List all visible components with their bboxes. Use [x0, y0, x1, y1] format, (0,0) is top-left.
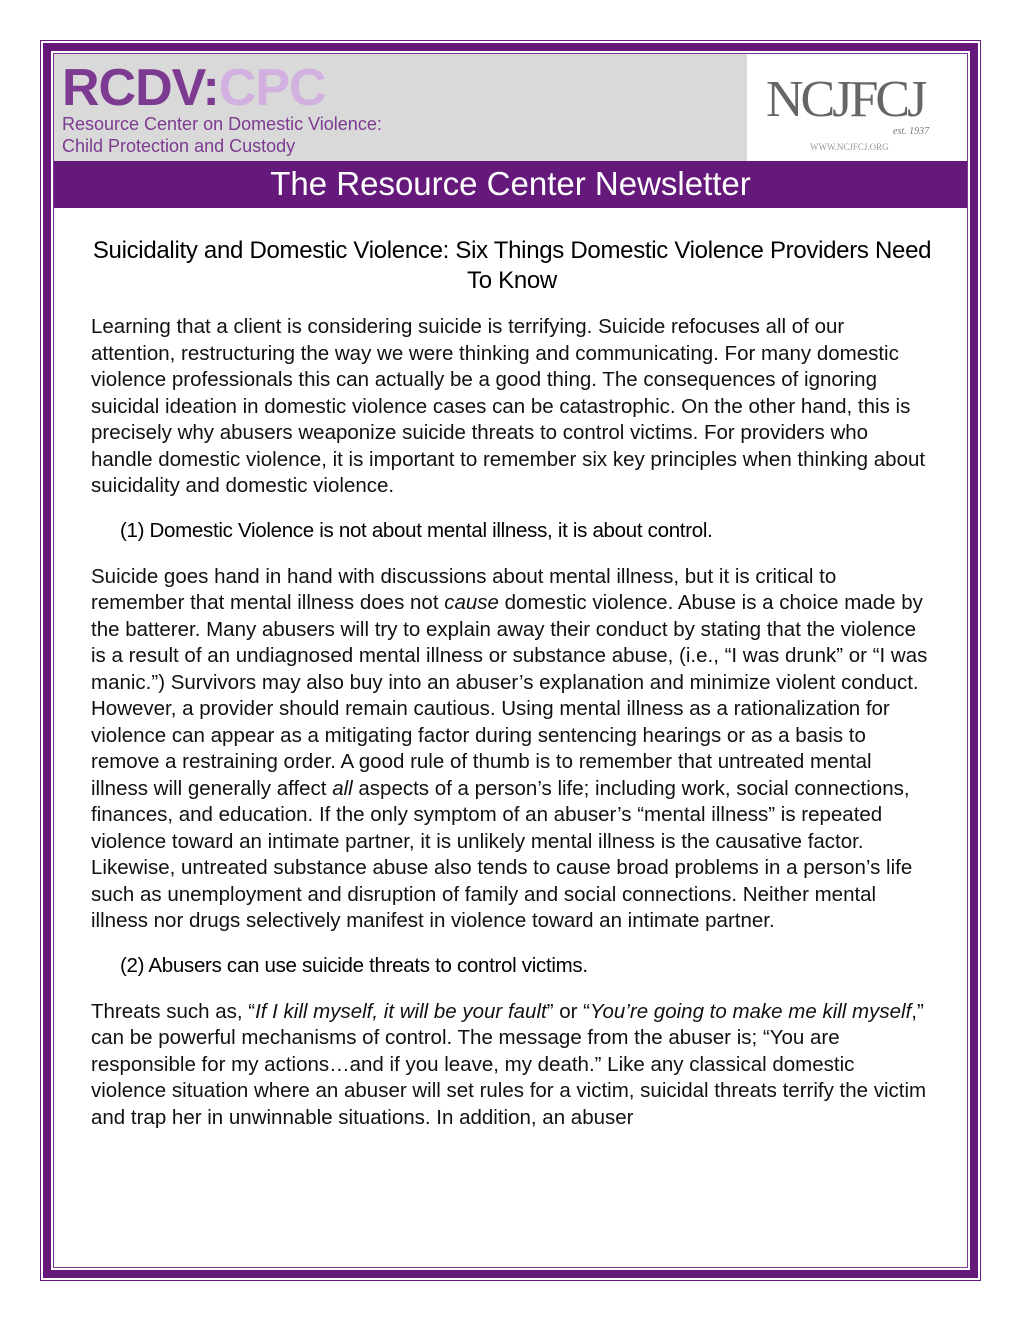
text: ” or “: [546, 999, 590, 1023]
text: aspects of a person’s life; including work, social connections, finances, and education. If the only symptom of an abuser’s “mental illness” is repeated violence toward an intimate partner, it is unlikely mental illness is the causative factor. Likewise, untreated substance abuse also tends to cause broad problems in a person’s life such as unemployment and disruption of family and social connections. Neither mental illness nor drugs selectively manifest in violence toward an intimate partner.: [91, 776, 913, 932]
rcdv-logo: [62, 58, 326, 118]
logo-subtitle-1: Resource Center on Domestic Violence:: [62, 114, 382, 134]
section-1-heading: (1) Domestic Violence is not about mental illness, it is about control.: [120, 518, 713, 542]
logo-subtitle-2: Child Protection and Custody: [62, 136, 296, 156]
intro-paragraph: Learning that a client is considering suicide is terrifying. Suicide refocuses all of our attention, restructuring the way we were thinking and communicating. For many domestic violence professionals this can actually be a good thing. The consequences of ignoring suicidal ideation in domestic violence cases can be catastrophic. On the other hand, this is precisely why abusers weaponize suicide threats to control victims. For providers who handle domestic violence, it is important to remember six key principles when thinking about suicidality and domestic violence.: [91, 315, 926, 497]
article: [91, 236, 933, 1149]
logo-accent: CPC: [218, 59, 326, 117]
text: Suicide goes hand in hand with discussions about mental illness, but it is critical to remember that mental illness does not: [91, 564, 837, 614]
ncjfcj-est: est. 1937: [893, 126, 930, 137]
ncjfcj-url: WWW.NCJFCJ.ORG: [810, 142, 889, 152]
section-1-paragraph: [91, 564, 933, 935]
logo-main: RCDV:: [62, 59, 219, 117]
text: ,” can be powerful mechanisms of control. The message from the abuser is; “You are responsible for my actions…and if you leave, my death.” Like any classical domestic violence situation where an abuser will set rules for a victim, suicidal threats terrify the victim and trap her in unwinnable situations. In addition, an abuser: [91, 999, 927, 1129]
emphasis: If I kill myself, it will be your fault: [255, 999, 547, 1023]
article-title: Suicidality and Domestic Violence: Six Things Domestic Violence Providers Need To Know: [92, 237, 932, 294]
newsletter-title: The Resource Center Newsletter: [54, 161, 967, 208]
emphasis: You’re going to make me kill myself: [589, 999, 912, 1023]
section-2-paragraph: [91, 999, 933, 1132]
emphasis: cause: [444, 591, 499, 614]
text: Threats such as, “: [91, 999, 256, 1023]
ncjfcj-logo: NCJFCJ: [766, 71, 925, 128]
emphasis: all: [332, 776, 353, 800]
section-2-heading: (2) Abusers can use suicide threats to control victims.: [120, 953, 588, 977]
text: domestic violence. Abuse is a choice made by the batterer. Many abusers will try to explain away their conduct by stating that the violence is a result of an undiagnosed mental illness or substance abuse, (i.e., “I was drunk” or “I was manic.”) Survivors may also buy into an abuser’s explanation and minimize violent conduct. However, a provider should remain cautious. Using mental illness as a rationalization for violence can appear as a mitigating factor during sentencing hearings or as a basis to remove a restraining order. A good rule of thumb is to remember that untreated mental illness will generally affect: [91, 591, 928, 800]
